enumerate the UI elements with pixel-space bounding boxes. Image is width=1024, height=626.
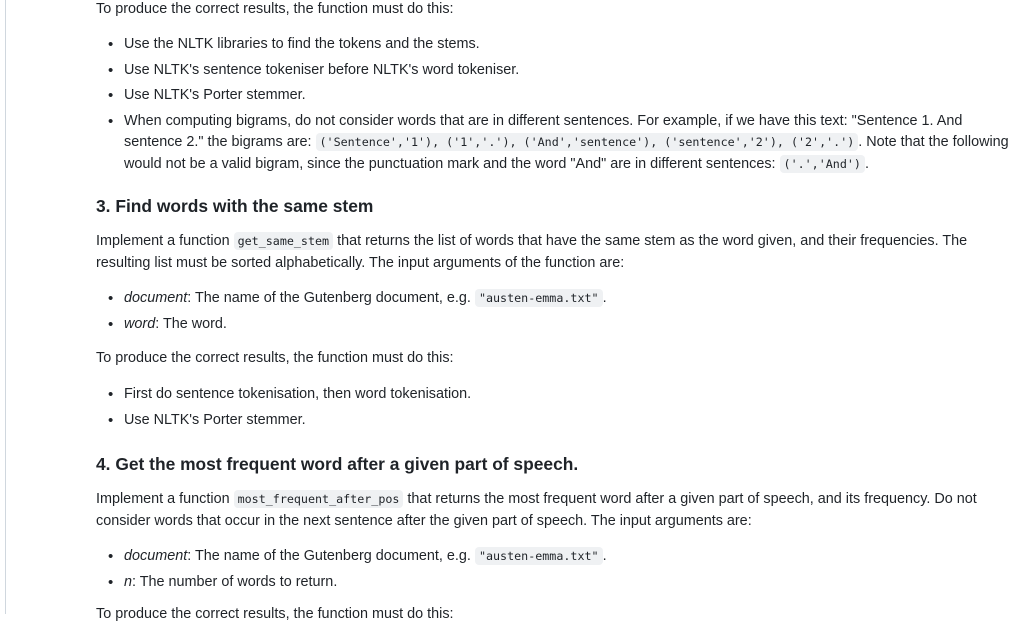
list-item: • document: The name of the Gutenberg document, e.g. "austen-emma.txt" . — [124, 546, 1024, 568]
section-4-heading: 4. Get the most frequent word after a given part of speech. — [96, 454, 579, 474]
list-item: • Use NLTK's Porter stemmer. — [124, 410, 1024, 432]
section-3-paragraph: Implement a function get_same_stem that returns the list of words that have the same stem as the word given, and their frequencies. The resulting list must be sorted alphabetically. The input arguments of the function are: — [96, 233, 968, 271]
filename-code: "austen-emma.txt" — [475, 547, 603, 565]
list-item: • Use NLTK's Porter stemmer. — [124, 85, 1024, 107]
list-item: • When computing bigrams, do not consider words that are in different sentences. For example, if we have this text: "Sentence 1. And sentence 2." the bigrams are: ('Sentence','1'), ('1','.'), ('And','sentence'), ('sentence','2'), ('2','.') . Note that the following would not be a valid bigram, since the punctuation mark and the word "And" are in different sentences: ('.','And') . — [124, 111, 1024, 176]
intro-paragraph: To produce the correct results, the function must do this: — [96, 1, 454, 17]
list-item: • word: The word. — [124, 314, 1024, 336]
section-4-args-list — [96, 546, 1024, 597]
list-item: • document: The name of the Gutenberg document, e.g. "austen-emma.txt" . — [124, 288, 1024, 310]
invalid-bigram-code: ('.','And') — [780, 155, 865, 173]
page-left-border — [5, 0, 6, 614]
requirements-list — [96, 34, 1024, 179]
list-item: • First do sentence tokenisation, then word tokenisation. — [124, 384, 1024, 406]
list-item: • Use NLTK's sentence tokeniser before NLTK's word tokeniser. — [124, 60, 1024, 82]
section-3-steps-list — [96, 384, 1024, 435]
filename-code: "austen-emma.txt" — [475, 289, 603, 307]
section-3-args-list — [96, 288, 1024, 339]
function-name-code: most_frequent_after_pos — [234, 490, 404, 508]
bigram-code: ('Sentence','1'), ('1','.'), ('And','sentence'), ('sentence','2'), ('2','.') — [316, 133, 859, 151]
section-4-paragraph: Implement a function most_frequent_after_pos that returns the most frequent word after a given part of speech, and its frequency. Do not consider words that occur in the next sentence after the given part of speech. The input arguments are: — [96, 491, 977, 529]
section-3-heading: 3. Find words with the same stem — [96, 196, 374, 216]
list-item: • Use the NLTK libraries to find the tokens and the stems. — [124, 34, 1024, 56]
section-3-intro: To produce the correct results, the function must do this: — [96, 350, 454, 366]
function-name-code: get_same_stem — [234, 232, 333, 250]
list-item: • n: The number of words to return. — [124, 572, 1024, 594]
section-4-cut-paragraph: To produce the correct results, the function must do this: — [96, 606, 454, 622]
